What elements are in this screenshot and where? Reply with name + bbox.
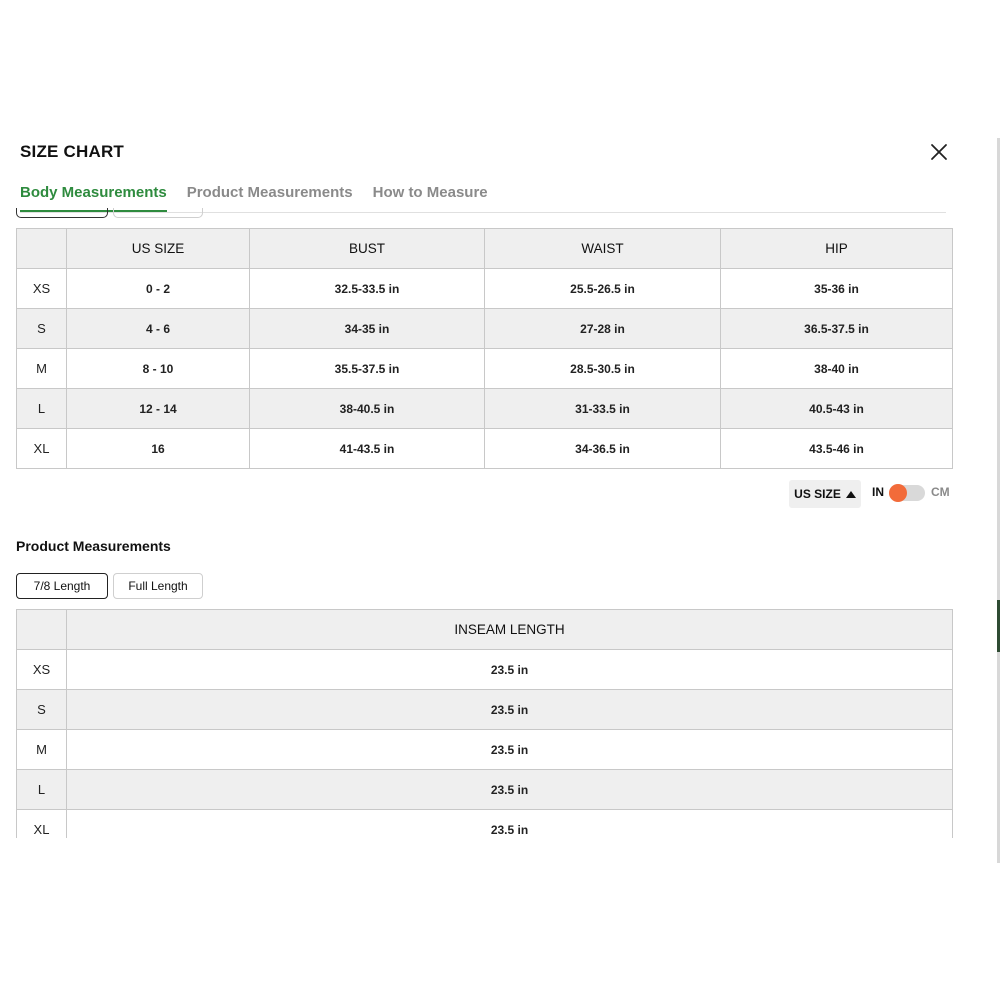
us-size-label: US SIZE	[794, 487, 841, 501]
header-cell-us-size: US SIZE	[67, 229, 250, 269]
table-cell: 27-28 in	[485, 309, 721, 349]
tab-how-to-measure[interactable]: How to Measure	[372, 184, 488, 201]
size-label-cell: M	[17, 349, 67, 389]
size-label-cell: XL	[17, 429, 67, 469]
filter-full-length[interactable]: Full Length	[113, 573, 203, 599]
tab-body-measurements[interactable]: Body Measurements	[20, 184, 167, 212]
table-header-row	[17, 229, 953, 269]
table-cell: 41-43.5 in	[250, 429, 485, 469]
table-cell: 23.5 in	[67, 690, 953, 730]
table-cell: 23.5 in	[67, 810, 953, 839]
us-size-sort-button[interactable]	[789, 480, 861, 508]
table-cell: 0 - 2	[67, 269, 250, 309]
header-cell-inseam-length: INSEAM LENGTH	[67, 610, 953, 650]
product-measurements-heading: Product Measurements	[16, 538, 171, 554]
table-cell: 43.5-46 in	[721, 429, 953, 469]
size-label-cell: XS	[17, 269, 67, 309]
product-measurements-table	[16, 609, 953, 838]
size-label-cell: XL	[17, 810, 67, 839]
table-cell: 34-36.5 in	[485, 429, 721, 469]
close-button[interactable]	[928, 141, 950, 163]
scrolled-filter-pill[interactable]	[16, 208, 108, 218]
filter-7-8-length[interactable]: 7/8 Length	[16, 573, 108, 599]
table-row	[17, 650, 953, 690]
size-chart-modal	[0, 120, 970, 838]
table-cell: 28.5-30.5 in	[485, 349, 721, 389]
triangle-up-icon	[846, 491, 856, 498]
table-cell: 23.5 in	[67, 650, 953, 690]
table-cell: 34-35 in	[250, 309, 485, 349]
table-cell: 8 - 10	[67, 349, 250, 389]
table-cell: 40.5-43 in	[721, 389, 953, 429]
header-cell-hip: HIP	[721, 229, 953, 269]
toggle-knob	[889, 484, 907, 502]
table-cell: 32.5-33.5 in	[250, 269, 485, 309]
tab-product-measurements[interactable]: Product Measurements	[186, 184, 353, 201]
table-row	[17, 810, 953, 839]
table-cell: 38-40 in	[721, 349, 953, 389]
header-cell-bust: BUST	[250, 229, 485, 269]
size-label-cell: L	[17, 389, 67, 429]
table-cell: 35.5-37.5 in	[250, 349, 485, 389]
table-cell: 16	[67, 429, 250, 469]
body-measurements-table	[16, 228, 953, 469]
table-cell: 25.5-26.5 in	[485, 269, 721, 309]
table-row	[17, 269, 953, 309]
table-row	[17, 349, 953, 389]
size-label-cell: S	[17, 309, 67, 349]
size-label-cell: L	[17, 770, 67, 810]
table-cell: 23.5 in	[67, 730, 953, 770]
modal-title: SIZE CHART	[20, 142, 124, 161]
table-row	[17, 429, 953, 469]
table-cell: 23.5 in	[67, 770, 953, 810]
size-label-cell: M	[17, 730, 67, 770]
close-icon	[928, 141, 950, 163]
header-cell-waist: WAIST	[485, 229, 721, 269]
table-row	[17, 389, 953, 429]
table-row	[17, 730, 953, 770]
table-row	[17, 309, 953, 349]
scrolled-filter-pill[interactable]	[113, 208, 203, 218]
unit-in-label[interactable]: IN	[872, 485, 884, 499]
size-label-cell: S	[17, 690, 67, 730]
header-cell-blank	[17, 229, 67, 269]
table-cell: 12 - 14	[67, 389, 250, 429]
table-cell: 31-33.5 in	[485, 389, 721, 429]
table-header-row	[17, 610, 953, 650]
table-cell: 4 - 6	[67, 309, 250, 349]
table-cell: 35-36 in	[721, 269, 953, 309]
table-cell: 36.5-37.5 in	[721, 309, 953, 349]
header-cell-blank	[17, 610, 67, 650]
table-row	[17, 690, 953, 730]
unit-cm-label[interactable]: CM	[931, 485, 950, 499]
unit-toggle[interactable]	[889, 485, 925, 501]
table-cell: 38-40.5 in	[250, 389, 485, 429]
size-label-cell: XS	[17, 650, 67, 690]
table-row	[17, 770, 953, 810]
